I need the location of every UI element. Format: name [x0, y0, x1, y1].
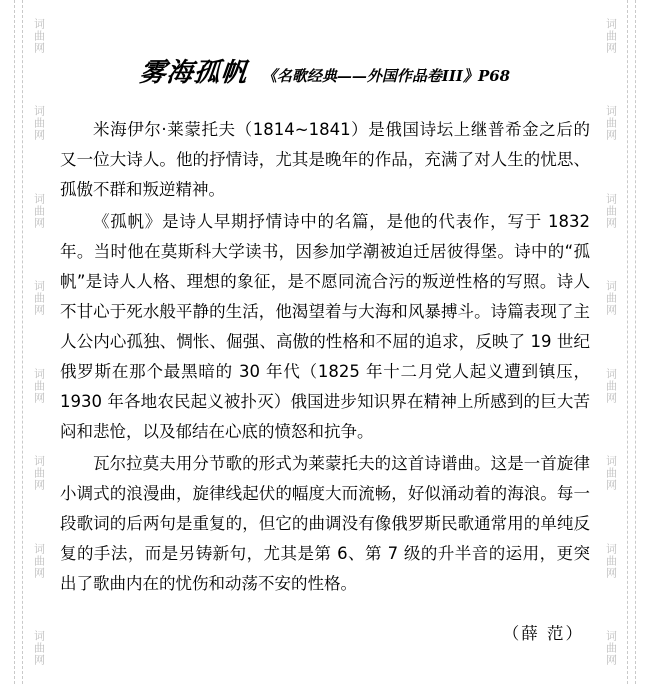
- watermark-text: 词曲网: [32, 455, 46, 492]
- page-border-rail-right-outer: [635, 0, 636, 684]
- page-border-rail-left-outer: [14, 0, 15, 684]
- watermark-text: 词曲网: [32, 105, 46, 142]
- watermark-text: 词曲网: [32, 18, 46, 54]
- watermark-text: 词曲网: [604, 542, 618, 579]
- page-border-rail-right-inner: [627, 0, 628, 684]
- watermark-text: 词曲网: [604, 280, 618, 317]
- page-border-rail-left-inner: [22, 0, 23, 684]
- watermark-text: 词曲网: [604, 629, 618, 666]
- watermark-text: 词曲网: [604, 455, 618, 492]
- watermark-text: 词曲网: [604, 18, 618, 54]
- title-row: [60, 52, 590, 89]
- watermark-column-right: [598, 0, 624, 684]
- paragraph: 米海伊尔·莱蒙托夫（1814~1841）是俄国诗坛上继普希金之后的又一位大诗人。他的抒情诗，尤其是晚年的作品，充满了对人生的忧思、孤傲不群和叛逆精神。: [60, 120, 590, 199]
- author-signature: （薛 范）: [502, 624, 584, 643]
- paragraph: 瓦尔拉莫夫用分节歌的形式为莱蒙托夫的这首诗谱曲。这是一首旋律小调式的浪漫曲，旋律线起伏的幅度大而流畅，好似涌动着的海浪。每一段歌词的后两句是重复的，但它的曲调没有像俄罗斯民歌通常用的单纯反复的手法，而是另铸新句，尤其是第 6、第 7 级的升半音的运用，更突出了歌曲内在的忧伤和动荡不安的性格。: [60, 454, 590, 593]
- article-body: [60, 115, 590, 649]
- watermark-text: 词曲网: [32, 367, 46, 404]
- watermark-text: 词曲网: [32, 280, 46, 317]
- document-content: [60, 0, 590, 684]
- watermark-text: 词曲网: [32, 192, 46, 229]
- paragraph: 《孤帆》是诗人早期抒情诗中的名篇，是他的代表作，写于 1832 年。当时他在莫斯科大学读书，因参加学潮被迫迁居彼得堡。诗中的“孤帆”是诗人人格、理想的象征，是不愿同流合污的叛逆性格的写照。诗人不甘心于死水般平静的生活，他渴望着与大海和风暴搏斗。诗篇表现了主人公内心孤独、惆怅、倔强、高傲的性格和不屈的追求，反映了 19 世纪俄罗斯在那个最黑暗的 30 年代（1825 年十二月党人起义遭到镇压，1930 年各地农民起义被扑灭）俄国进步知识界在精神上所感到的巨大苦闷和悲怆，以及郁结在心底的愤怒和抗争。: [60, 212, 590, 441]
- watermark-text: 词曲网: [604, 367, 618, 404]
- watermark-text: 词曲网: [32, 629, 46, 666]
- watermark-text: 词曲网: [604, 192, 618, 229]
- source-citation: 《名歌经典——外国作品卷III》P68: [261, 67, 511, 85]
- page-title: 雾海孤帆: [138, 58, 250, 88]
- watermark-column-left: [26, 0, 52, 684]
- watermark-text: 词曲网: [604, 105, 618, 142]
- watermark-text: 词曲网: [32, 542, 46, 579]
